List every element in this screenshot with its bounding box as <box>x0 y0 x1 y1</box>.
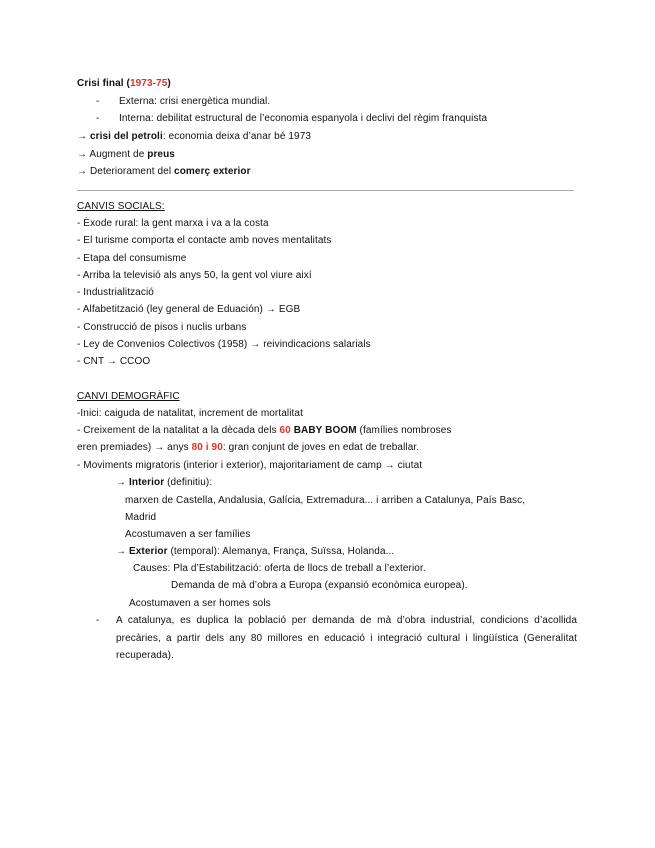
migracio-causes: Causes: Pla d’Estabilització: oferta de llocs de treball a l’exterior. <box>133 563 426 574</box>
eren-text-end: : gran conjunt de joves en edat de treballar. <box>222 442 420 453</box>
migracio-madrid: Madrid <box>125 512 157 523</box>
migracio-acostumaven-families: Acostumaven a ser famílies <box>125 529 251 540</box>
canvis-socials-item: - El turisme comporta el contacte amb noves mentalitats <box>77 235 332 246</box>
canvis-socials-heading: CANVIS SOCIALS: <box>77 201 165 212</box>
arrow-prefix: → <box>77 131 90 142</box>
creixement-text-end: (famílies nombroses <box>356 425 452 436</box>
arrow-prefix: → <box>116 477 129 488</box>
canvis-socials-item: - Industrialització <box>77 287 154 298</box>
crisi-petroli-bold: crisi del petroli <box>89 131 163 142</box>
crisi-title-suffix: ) <box>167 78 171 89</box>
migracio-demanda: Demanda de mà d’obra a Europa (expansió econòmica europea). <box>171 580 468 591</box>
crisi-bullet-externa: Externa: crisi energètica mundial. <box>119 96 271 107</box>
crisi-title-prefix: Crisi final ( <box>77 78 130 89</box>
migracio-interior <box>116 476 212 490</box>
migracio-acostumaven-homes: Acostumaven a ser homes sols <box>129 598 271 609</box>
canvi-demografic-heading: CANVI DEMOGRÀFIC <box>77 391 180 402</box>
crisi-arrow-petroli <box>77 130 311 144</box>
exterior-bold: Exterior <box>128 546 168 557</box>
catalunya-bullet-dash: - <box>96 615 100 626</box>
migracio-exterior <box>116 545 394 559</box>
interior-rest: (definitiu): <box>164 477 213 488</box>
exterior-rest: (temporal): Alemanya, França, Suïssa, Holanda... <box>167 546 395 557</box>
crisi-bullet-interna: Interna: debilitat estructural de l’economia espanyola i declivi del règim franquista <box>119 113 488 124</box>
crisi-bullet-dash-2: - <box>96 113 100 124</box>
canvis-socials-item: - Ley de Convenios Colectivos (1958) → reivindicacions salarials <box>77 339 371 350</box>
canvis-socials-item: - Construcció de pisos i nuclis urbans <box>77 322 247 333</box>
crisi-title-years: 1973-75 <box>129 78 168 89</box>
comerc-bold: comerç exterior <box>174 166 251 177</box>
crisi-bullet-dash-1: - <box>96 96 100 107</box>
preus-bold: preus <box>147 149 175 160</box>
comerc-prefix: → Deteriorament del <box>77 166 175 177</box>
arrow-prefix: → <box>116 546 129 557</box>
creixement-60: 60 <box>279 425 291 436</box>
creixement-text: - Creixement de la natalitat a la dècada dels <box>77 425 280 436</box>
canvis-socials-item: - CNT → CCOO <box>77 356 151 367</box>
crisi-arrow-comerc <box>77 165 251 179</box>
baby-boom: BABY BOOM <box>293 425 357 436</box>
demografic-eren-premiades <box>77 441 419 455</box>
demografic-moviments: - Moviments migratoris (interior i exterior), majoritariament de camp → ciutat <box>77 460 423 471</box>
crisi-arrow-preus <box>77 148 175 162</box>
preus-prefix: → Augment de <box>77 149 148 160</box>
anys-80-i-90: 80 i 90 <box>191 442 223 453</box>
canvis-socials-item: - Arriba la televisió als anys 50, la gent vol viure així <box>77 270 312 281</box>
demografic-creixement <box>77 424 451 438</box>
canvis-socials-item: - Alfabetització (ley general de Eduación) → EGB <box>77 304 301 315</box>
catalunya-paragraph: A catalunya, es duplica la població per demanda de mà d’obra industrial, condicions d’acollida precàries, a partir dels any 80 millores en educació i integració cultural i lingüística (Generalitat recuperada). <box>116 615 577 661</box>
eren-text: eren premiades) → anys <box>77 442 192 453</box>
horizontal-divider <box>77 190 574 191</box>
canvis-socials-item: - Etapa del consumisme <box>77 253 187 264</box>
crisi-petroli-rest: : economia deixa d’anar bé 1973 <box>162 131 312 142</box>
crisi-title <box>77 77 171 91</box>
demografic-inici: -Inici: caiguda de natalitat, increment de mortalitat <box>77 408 303 419</box>
canvis-socials-item: - Èxode rural: la gent marxa i va a la costa <box>77 218 269 229</box>
migracio-marxen: marxen de Castella, Andalusia, Galícia, Extremadura... i arriben a Catalunya, País Basc, <box>125 495 526 506</box>
interior-bold: Interior <box>128 477 165 488</box>
